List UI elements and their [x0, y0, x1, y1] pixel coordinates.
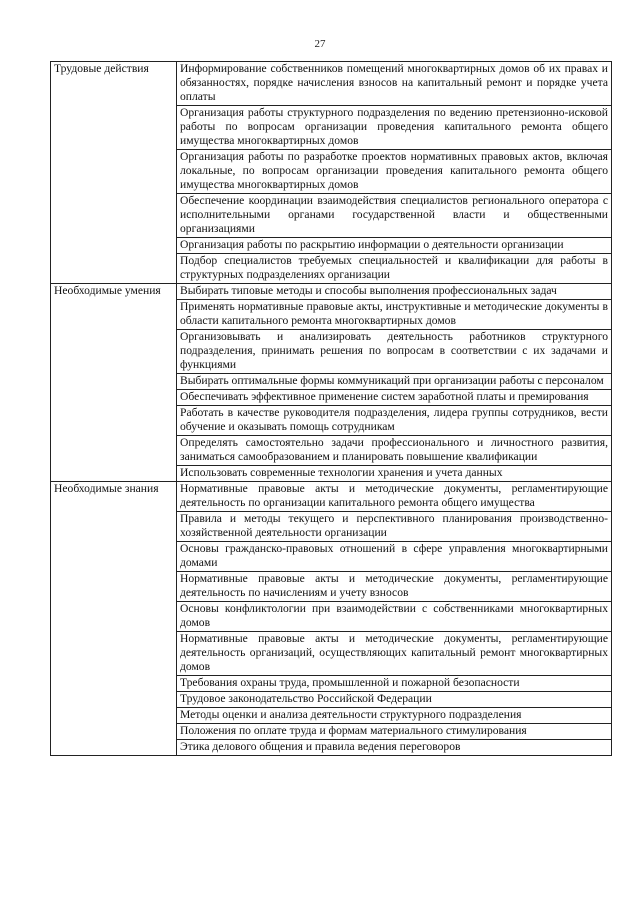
table-cell: Организовывать и анализировать деятельность работников структурного подразделения, принимать решения по вопросам в соответствии с их задачами и функциями	[177, 330, 612, 374]
table-cell: Организация работы структурного подразделения по ведению претензионно-исковой работы по вопросам организации проведения капитального ремонта общего имущества многоквартирных домов	[177, 106, 612, 150]
table-cell: Правила и методы текущего и перспективного планирования производственно-хозяйственной деятельности организации	[177, 512, 612, 542]
table-cell: Обеспечивать эффективное применение систем заработной платы и премирования	[177, 390, 612, 406]
table-cell: Определять самостоятельно задачи профессионального и личностного развития, заниматься самообразованием и планировать повышение квалификации	[177, 436, 612, 466]
category-labor-actions: Трудовые действия	[51, 62, 177, 284]
category-required-skills: Необходимые умения	[51, 284, 177, 482]
table-cell: Обеспечение координации взаимодействия специалистов регионального оператора с исполнительными органами государственной власти и общественными организациями	[177, 194, 612, 238]
table-cell: Использовать современные технологии хранения и учета данных	[177, 466, 612, 482]
table-cell: Трудовое законодательство Российской Федерации	[177, 692, 612, 708]
table-cell: Положения по оплате труда и формам материального стимулирования	[177, 724, 612, 740]
table-cell: Этика делового общения и правила ведения переговоров	[177, 740, 612, 756]
table-cell: Основы конфликтологии при взаимодействии с собственниками многоквартирных домов	[177, 602, 612, 632]
table-cell: Работать в качестве руководителя подразделения, лидера группы сотрудников, вести обучение и оказывать помощь сотрудникам	[177, 406, 612, 436]
table-cell: Информирование собственников помещений многоквартирных домов об их правах и обязанностях, порядке начисления взносов на капитальный ремонт и порядке учета оплаты	[177, 62, 612, 106]
table-cell: Основы гражданско-правовых отношений в сфере управления многоквартирными домами	[177, 542, 612, 572]
table-cell: Нормативные правовые акты и методические документы, регламентирующие деятельность по организации капитального ремонта общего имущества	[177, 482, 612, 512]
table-cell: Нормативные правовые акты и методические документы, регламентирующие деятельность по начислениям и учету взносов	[177, 572, 612, 602]
table-cell: Организация работы по раскрытию информации о деятельности организации	[177, 238, 612, 254]
competency-table	[50, 61, 612, 756]
table-cell: Нормативные правовые акты и методические документы, регламентирующие деятельность организаций, осуществляющих капитальный ремонт многоквартирных домов	[177, 632, 612, 676]
page-number: 27	[314, 38, 326, 50]
table-row	[51, 482, 612, 512]
table-cell: Требования охраны труда, промышленной и пожарной безопасности	[177, 676, 612, 692]
table-cell: Выбирать оптимальные формы коммуникаций при организации работы с персоналом	[177, 374, 612, 390]
table-row	[51, 284, 612, 300]
table-cell: Методы оценки и анализа деятельности структурного подразделения	[177, 708, 612, 724]
table-cell: Организация работы по разработке проектов нормативных правовых актов, включая локальные, по вопросам организации проведения капитального ремонта общего имущества многоквартирных домов	[177, 150, 612, 194]
table-row	[51, 62, 612, 106]
table-cell: Выбирать типовые методы и способы выполнения профессиональных задач	[177, 284, 612, 300]
table-cell: Подбор специалистов требуемых специальностей и квалификации для работы в структурных подразделениях организации	[177, 254, 612, 284]
table-cell: Применять нормативные правовые акты, инструктивные и методические документы в области капитального ремонта многоквартирных домов	[177, 300, 612, 330]
category-required-knowledge: Необходимые знания	[51, 482, 177, 756]
